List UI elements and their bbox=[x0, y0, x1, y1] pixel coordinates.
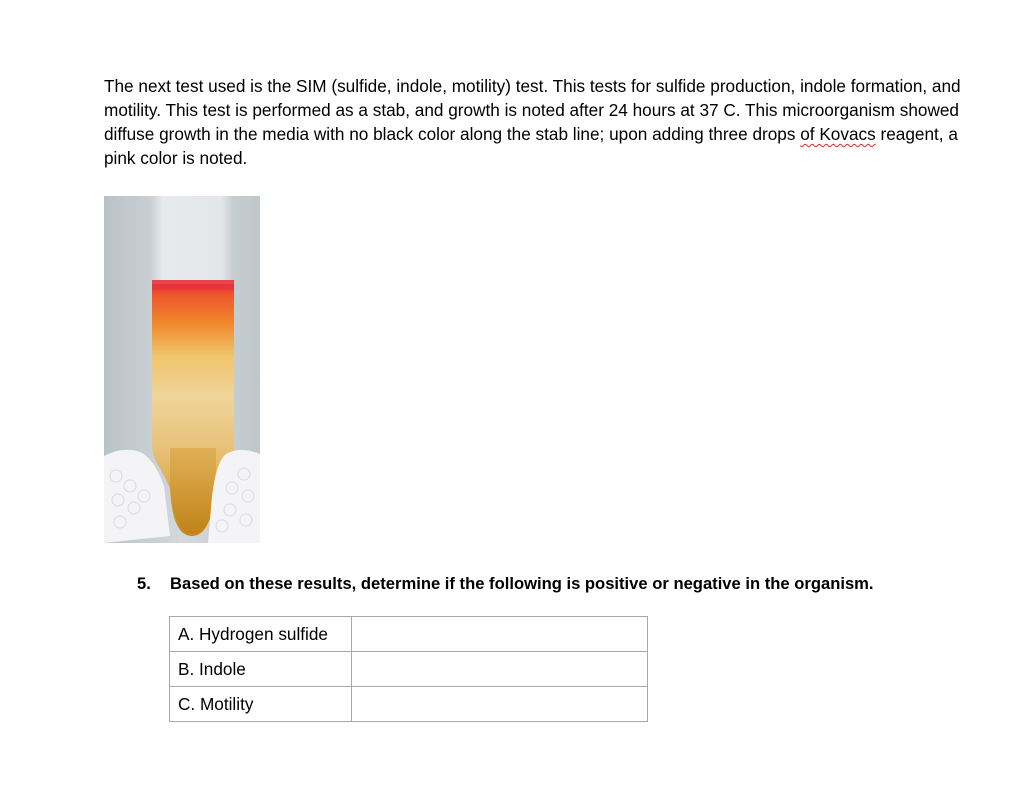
intro-text-end: reagent, a pink color is noted. bbox=[104, 124, 958, 168]
row-label-motility: C. Motility bbox=[170, 687, 352, 722]
table-row bbox=[170, 617, 648, 652]
row-label-hydrogen-sulfide: A. Hydrogen sulfide bbox=[170, 617, 352, 652]
sim-tube-photo bbox=[104, 196, 260, 543]
question-number: 5. bbox=[137, 574, 151, 593]
answer-cell-hydrogen-sulfide[interactable] bbox=[352, 617, 648, 652]
results-table bbox=[169, 616, 648, 722]
table-row bbox=[170, 652, 648, 687]
answer-cell-motility[interactable] bbox=[352, 687, 648, 722]
intro-text-start: The next test used is the SIM (sulfide, indole, motility) test. This tests for sulfide production, indole formation, and motility. This test is performed as a stab, and growth is noted after 24 hours at 37 C. This microorganism showed diffuse growth in the media with no black color along the stab line; upon adding three drops bbox=[104, 76, 961, 144]
intro-paragraph bbox=[104, 74, 964, 170]
spellcheck-flagged-text[interactable]: of Kovacs bbox=[800, 124, 876, 144]
row-label-indole: B. Indole bbox=[170, 652, 352, 687]
table-row bbox=[170, 687, 648, 722]
question-5 bbox=[137, 572, 874, 596]
answer-cell-indole[interactable] bbox=[352, 652, 648, 687]
question-text: Based on these results, determine if the following is positive or negative in the organism. bbox=[170, 574, 874, 593]
